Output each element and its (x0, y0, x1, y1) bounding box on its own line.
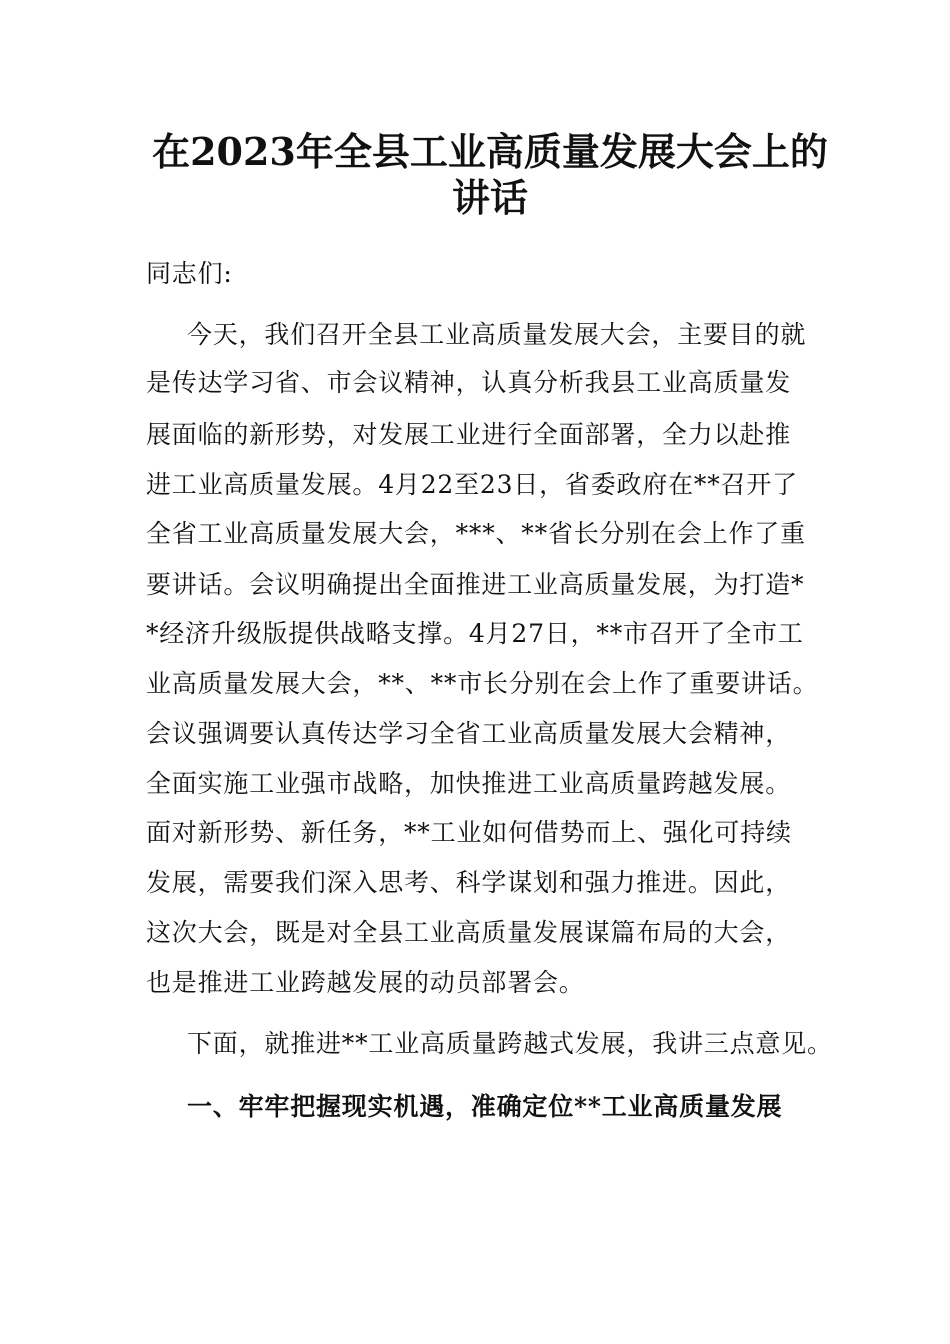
body-line: 是传达学习省、市会议精神，认真分析我县工业高质量发 (146, 368, 792, 397)
body-line: 展面临的新形势，对发展工业进行全面部署，全力以赴推 (146, 420, 792, 449)
body-line: 业高质量发展大会，**、**市长分别在会上作了重要讲话。 (146, 669, 819, 698)
body-line: 发展，需要我们深入思考、科学谋划和强力推进。因此， (146, 868, 792, 897)
body-line: 全面实施工业强市战略，加快推进工业高质量跨越发展。 (146, 769, 792, 798)
document-title-line-1: 在2023年全县工业高质量发展大会上的 (152, 129, 828, 174)
body-line: 进工业高质量发展。4月22至23日，省委政府在**召开了 (146, 470, 798, 499)
body-line: 会议强调要认真传达学习全省工业高质量发展大会精神， (146, 719, 792, 748)
salutation: 同志们: (146, 259, 233, 288)
closing-paragraph: 下面，就推进**工业高质量跨越式发展，我讲三点意见。 (187, 1029, 833, 1058)
body-line: 全省工业高质量发展大会，***、**省长分别在会上作了重 (146, 519, 806, 548)
body-line: *经济升级版提供战略支撑。4月27日，**市召开了全市工 (146, 619, 804, 648)
body-line: 今天，我们召开全县工业高质量发展大会，主要目的就 (187, 320, 807, 349)
body-line: 要讲话。会议明确提出全面推进工业高质量发展，为打造* (146, 570, 805, 599)
body-line: 面对新形势、新任务，**工业如何借势而上、强化可持续 (146, 818, 792, 847)
body-line: 这次大会，既是对全县工业高质量发展谋篇布局的大会， (146, 918, 792, 947)
body-line: 也是推进工业跨越发展的动员部署会。 (146, 968, 585, 997)
section-heading: 一、牢牢把握现实机遇，准确定位**工业高质量发展 (187, 1092, 783, 1121)
document-title-line-2: 讲话 (451, 175, 528, 220)
